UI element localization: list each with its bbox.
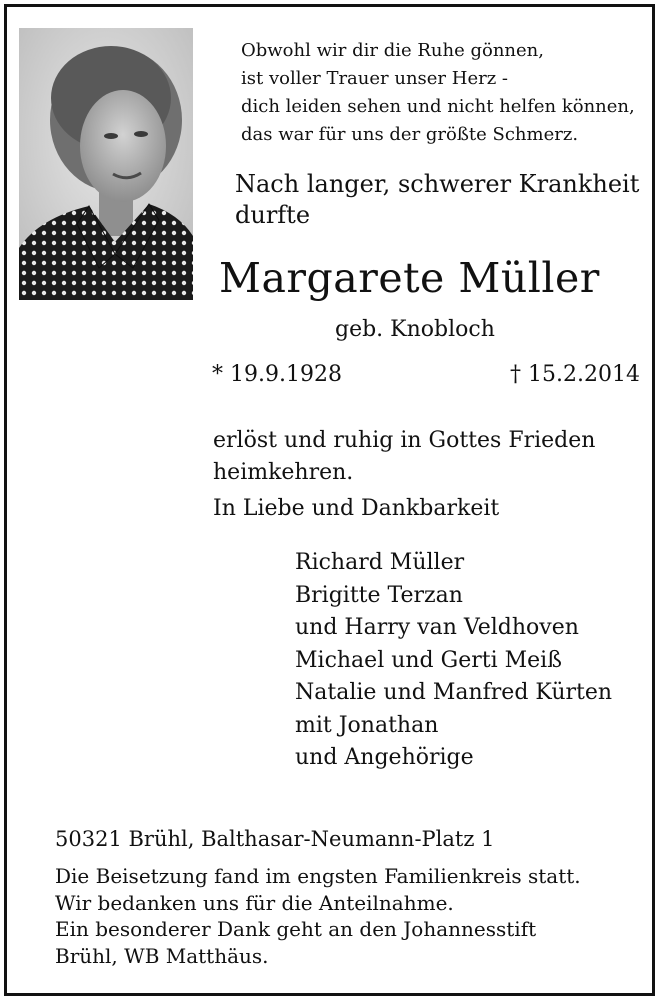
mourner-name: Michael und Gerti Meiß (295, 647, 562, 673)
mourner-name: Brigitte Terzan (295, 582, 463, 608)
release-text (213, 425, 643, 489)
poem-line: Obwohl wir dir die Ruhe gönnen, (241, 40, 544, 61)
address: 50321 Brühl, Balthasar-Neumann-Platz 1 (55, 827, 495, 851)
poem (241, 37, 641, 149)
closing-text (55, 863, 645, 969)
closing-line: Wir bedanken uns für die Anteilnahme. (55, 890, 454, 915)
mourner-name: Natalie und Manfred Kürten (295, 680, 613, 705)
portrait-image (19, 28, 193, 300)
poem-line: ist voller Trauer unser Herz - (241, 68, 509, 89)
deceased-name: Margarete Müller (219, 254, 600, 302)
mourner-name: und Harry van Veldhoven (295, 615, 579, 640)
intro-line: Nach langer, schwerer Krankheit (235, 170, 640, 198)
intro-text (235, 169, 655, 231)
mourner-name: Richard Müller (295, 550, 465, 575)
mourners-list (295, 547, 635, 775)
closing-line: Ein besonderer Dank geht an den Johannesstift (55, 917, 537, 941)
closing-line: Brühl, WB Matthäus. (55, 943, 269, 968)
release-line: heimkehren. (213, 460, 354, 485)
portrait-photo (19, 28, 193, 300)
closing-line: Die Beisetzung fand im engsten Familienkreis statt. (55, 864, 581, 888)
poem-line: dich leiden sehen und nicht helfen können, (241, 96, 635, 117)
death-date: † 15.2.2014 (510, 362, 640, 387)
obituary-notice (4, 4, 655, 996)
release-line: erlöst und ruhig in Gottes Frieden (213, 428, 596, 453)
poem-line: das war für uns der größte Schmerz. (241, 124, 579, 145)
mourner-name: und Angehörige (295, 745, 474, 770)
intro-line: durfte (235, 201, 311, 229)
maiden-name: geb. Knobloch (335, 317, 495, 342)
birth-date: * 19.9.1928 (212, 362, 342, 387)
love-line: In Liebe und Dankbarkeit (213, 496, 500, 521)
mourner-name: mit Jonathan (295, 712, 439, 738)
